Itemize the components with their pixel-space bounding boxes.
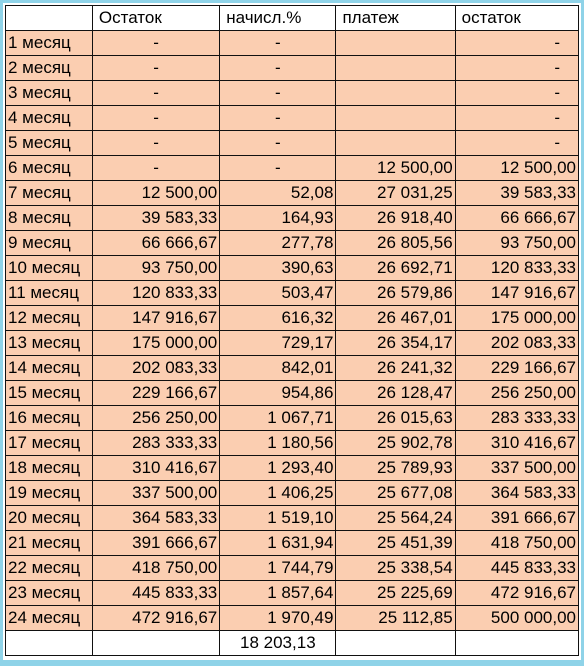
cell-interest[interactable]: 277,78 — [220, 231, 336, 256]
cell-month-label[interactable]: 4 месяц — [6, 106, 93, 131]
cell-remaining[interactable]: 364 583,33 — [455, 481, 578, 506]
cell-month-label[interactable]: 23 месяц — [6, 581, 93, 606]
cell-interest[interactable]: 842,01 — [220, 356, 336, 381]
cell-remaining[interactable]: 120 833,33 — [455, 256, 578, 281]
cell-payment[interactable]: 26 467,01 — [336, 306, 455, 331]
cell-interest[interactable]: 1 519,10 — [220, 506, 336, 531]
cell-remaining[interactable]: 93 750,00 — [455, 231, 578, 256]
cell-interest[interactable]: - — [220, 156, 336, 181]
cell-month-label[interactable]: 18 месяц — [6, 456, 93, 481]
table-row — [6, 306, 579, 331]
cell-remaining[interactable]: 391 666,67 — [455, 506, 578, 531]
table-row — [6, 556, 579, 581]
cell-month-label[interactable]: 24 месяц — [6, 606, 93, 631]
cell-payment[interactable]: 26 354,17 — [336, 331, 455, 356]
cell-balance[interactable]: - — [92, 56, 219, 81]
cell-balance[interactable]: - — [92, 131, 219, 156]
cell-interest[interactable]: 1 631,94 — [220, 531, 336, 556]
cell-month-label[interactable]: 6 месяц — [6, 156, 93, 181]
cell-remaining[interactable]: 229 166,67 — [455, 356, 578, 381]
cell-payment[interactable]: 26 241,32 — [336, 356, 455, 381]
table-row — [6, 356, 579, 381]
cell-payment[interactable]: 25 677,08 — [336, 481, 455, 506]
cell-remaining[interactable]: 39 583,33 — [455, 181, 578, 206]
table-row — [6, 131, 579, 156]
cell-payment[interactable]: 25 112,85 — [336, 606, 455, 631]
cell-remaining[interactable]: 337 500,00 — [455, 456, 578, 481]
cell-interest[interactable]: 1 180,56 — [220, 431, 336, 456]
cell-balance[interactable]: 256 250,00 — [92, 406, 219, 431]
cell-month-label[interactable]: 20 месяц — [6, 506, 93, 531]
table-row — [6, 406, 579, 431]
cell-interest[interactable]: 503,47 — [220, 281, 336, 306]
cell-balance[interactable]: 364 583,33 — [92, 506, 219, 531]
payment-schedule-table — [5, 5, 579, 656]
table-row — [6, 381, 579, 406]
cell-remaining[interactable]: 256 250,00 — [455, 381, 578, 406]
table-row — [6, 606, 579, 631]
cell-payment[interactable]: 27 031,25 — [336, 181, 455, 206]
table-row — [6, 256, 579, 281]
table-row — [6, 481, 579, 506]
cell-payment[interactable] — [336, 81, 455, 106]
cell-month-label[interactable]: 16 месяц — [6, 406, 93, 431]
cell-month-label[interactable]: 14 месяц — [6, 356, 93, 381]
cell-total-balance[interactable] — [92, 631, 219, 656]
header-cell-interest[interactable]: начисл.% — [220, 6, 336, 31]
table-row — [6, 156, 579, 181]
table-row — [6, 31, 579, 56]
cell-interest[interactable]: 1 970,49 — [220, 606, 336, 631]
table-row — [6, 106, 579, 131]
cell-balance[interactable]: 93 750,00 — [92, 256, 219, 281]
cell-payment[interactable]: 26 805,56 — [336, 231, 455, 256]
cell-total-payment[interactable] — [336, 631, 455, 656]
cell-payment[interactable]: 12 500,00 — [336, 156, 455, 181]
cell-payment[interactable]: 25 789,93 — [336, 456, 455, 481]
cell-month-label[interactable]: 2 месяц — [6, 56, 93, 81]
cell-remaining[interactable]: 12 500,00 — [455, 156, 578, 181]
table-row — [6, 331, 579, 356]
cell-remaining[interactable]: 500 000,00 — [455, 606, 578, 631]
cell-balance[interactable]: 310 416,67 — [92, 456, 219, 481]
cell-month-label[interactable]: 17 месяц — [6, 431, 93, 456]
cell-interest[interactable]: 1 406,25 — [220, 481, 336, 506]
cell-month-label[interactable]: 13 месяц — [6, 331, 93, 356]
cell-payment[interactable]: 25 225,69 — [336, 581, 455, 606]
total-row — [6, 631, 579, 656]
cell-total-interest[interactable]: 18 203,13 — [220, 631, 336, 656]
cell-interest[interactable]: 729,17 — [220, 331, 336, 356]
cell-remaining[interactable]: 175 000,00 — [455, 306, 578, 331]
cell-payment[interactable]: 26 918,40 — [336, 206, 455, 231]
cell-interest[interactable]: - — [220, 31, 336, 56]
table-row — [6, 456, 579, 481]
cell-payment[interactable]: 25 902,78 — [336, 431, 455, 456]
cell-balance[interactable]: 39 583,33 — [92, 206, 219, 231]
cell-balance[interactable]: - — [92, 81, 219, 106]
cell-balance[interactable]: 418 750,00 — [92, 556, 219, 581]
cell-payment[interactable]: 26 128,47 — [336, 381, 455, 406]
cell-balance[interactable]: 283 333,33 — [92, 431, 219, 456]
cell-total-remaining[interactable] — [455, 631, 578, 656]
cell-interest[interactable]: 1 857,64 — [220, 581, 336, 606]
cell-balance[interactable]: 391 666,67 — [92, 531, 219, 556]
header-cell-remaining[interactable]: остаток — [455, 6, 578, 31]
header-cell-balance[interactable]: Остаток — [92, 6, 219, 31]
cell-remaining[interactable]: 472 916,67 — [455, 581, 578, 606]
cell-month-label[interactable]: 5 месяц — [6, 131, 93, 156]
table-row — [6, 281, 579, 306]
cell-balance[interactable]: 147 916,67 — [92, 306, 219, 331]
cell-month-label[interactable]: 19 месяц — [6, 481, 93, 506]
cell-interest[interactable]: 1 293,40 — [220, 456, 336, 481]
header-row — [6, 6, 579, 31]
cell-payment[interactable] — [336, 106, 455, 131]
cell-month-label[interactable]: 12 месяц — [6, 306, 93, 331]
cell-remaining[interactable]: 202 083,33 — [455, 331, 578, 356]
cell-remaining[interactable]: - — [455, 81, 578, 106]
table-row — [6, 206, 579, 231]
cell-remaining[interactable]: - — [455, 31, 578, 56]
spreadsheet-frame — [3, 3, 581, 660]
cell-remaining[interactable]: 418 750,00 — [455, 531, 578, 556]
cell-month-label[interactable]: 1 месяц — [6, 31, 93, 56]
table-row — [6, 431, 579, 456]
cell-month-label[interactable]: 3 месяц — [6, 81, 93, 106]
cell-interest[interactable]: 1 067,71 — [220, 406, 336, 431]
cell-month-label[interactable]: 21 месяц — [6, 531, 93, 556]
header-cell-payment[interactable]: платеж — [336, 6, 455, 31]
cell-remaining[interactable]: 147 916,67 — [455, 281, 578, 306]
cell-payment[interactable]: 25 564,24 — [336, 506, 455, 531]
cell-balance[interactable]: 175 000,00 — [92, 331, 219, 356]
cell-remaining[interactable]: - — [455, 56, 578, 81]
cell-interest[interactable]: 616,32 — [220, 306, 336, 331]
cell-interest[interactable]: - — [220, 106, 336, 131]
cell-balance[interactable]: - — [92, 106, 219, 131]
cell-month-label[interactable]: 11 месяц — [6, 281, 93, 306]
cell-payment[interactable]: 26 579,86 — [336, 281, 455, 306]
cell-interest[interactable]: 52,08 — [220, 181, 336, 206]
table-row — [6, 506, 579, 531]
cell-remaining[interactable]: 310 416,67 — [455, 431, 578, 456]
cell-payment[interactable] — [336, 131, 455, 156]
cell-interest[interactable]: - — [220, 131, 336, 156]
cell-interest[interactable]: 954,86 — [220, 381, 336, 406]
table-row — [6, 581, 579, 606]
cell-balance[interactable]: - — [92, 156, 219, 181]
cell-interest[interactable]: - — [220, 81, 336, 106]
cell-remaining[interactable]: - — [455, 106, 578, 131]
cell-balance[interactable]: - — [92, 31, 219, 56]
cell-month-label[interactable]: 8 месяц — [6, 206, 93, 231]
table-row — [6, 181, 579, 206]
cell-payment[interactable]: 26 692,71 — [336, 256, 455, 281]
cell-balance[interactable]: 202 083,33 — [92, 356, 219, 381]
cell-balance[interactable]: 66 666,67 — [92, 231, 219, 256]
cell-payment[interactable]: 25 338,54 — [336, 556, 455, 581]
cell-remaining[interactable]: 445 833,33 — [455, 556, 578, 581]
cell-month-label[interactable]: 7 месяц — [6, 181, 93, 206]
cell-interest[interactable]: 164,93 — [220, 206, 336, 231]
cell-payment[interactable] — [336, 31, 455, 56]
cell-total-label[interactable] — [6, 631, 93, 656]
cell-month-label[interactable]: 15 месяц — [6, 381, 93, 406]
cell-remaining[interactable]: 283 333,33 — [455, 406, 578, 431]
cell-month-label[interactable]: 9 месяц — [6, 231, 93, 256]
cell-balance[interactable]: 229 166,67 — [92, 381, 219, 406]
cell-balance[interactable]: 12 500,00 — [92, 181, 219, 206]
cell-remaining[interactable]: 66 666,67 — [455, 206, 578, 231]
cell-balance[interactable]: 337 500,00 — [92, 481, 219, 506]
cell-payment[interactable]: 25 451,39 — [336, 531, 455, 556]
cell-month-label[interactable]: 10 месяц — [6, 256, 93, 281]
cell-balance[interactable]: 120 833,33 — [92, 281, 219, 306]
cell-balance[interactable]: 445 833,33 — [92, 581, 219, 606]
cell-interest[interactable]: - — [220, 56, 336, 81]
table-row — [6, 81, 579, 106]
cell-month-label[interactable]: 22 месяц — [6, 556, 93, 581]
cell-interest[interactable]: 1 744,79 — [220, 556, 336, 581]
cell-payment[interactable]: 26 015,63 — [336, 406, 455, 431]
table-row — [6, 231, 579, 256]
header-cell-corner[interactable] — [6, 6, 93, 31]
cell-interest[interactable]: 390,63 — [220, 256, 336, 281]
cell-balance[interactable]: 472 916,67 — [92, 606, 219, 631]
table-row — [6, 531, 579, 556]
cell-payment[interactable] — [336, 56, 455, 81]
table-row — [6, 56, 579, 81]
cell-remaining[interactable]: - — [455, 131, 578, 156]
